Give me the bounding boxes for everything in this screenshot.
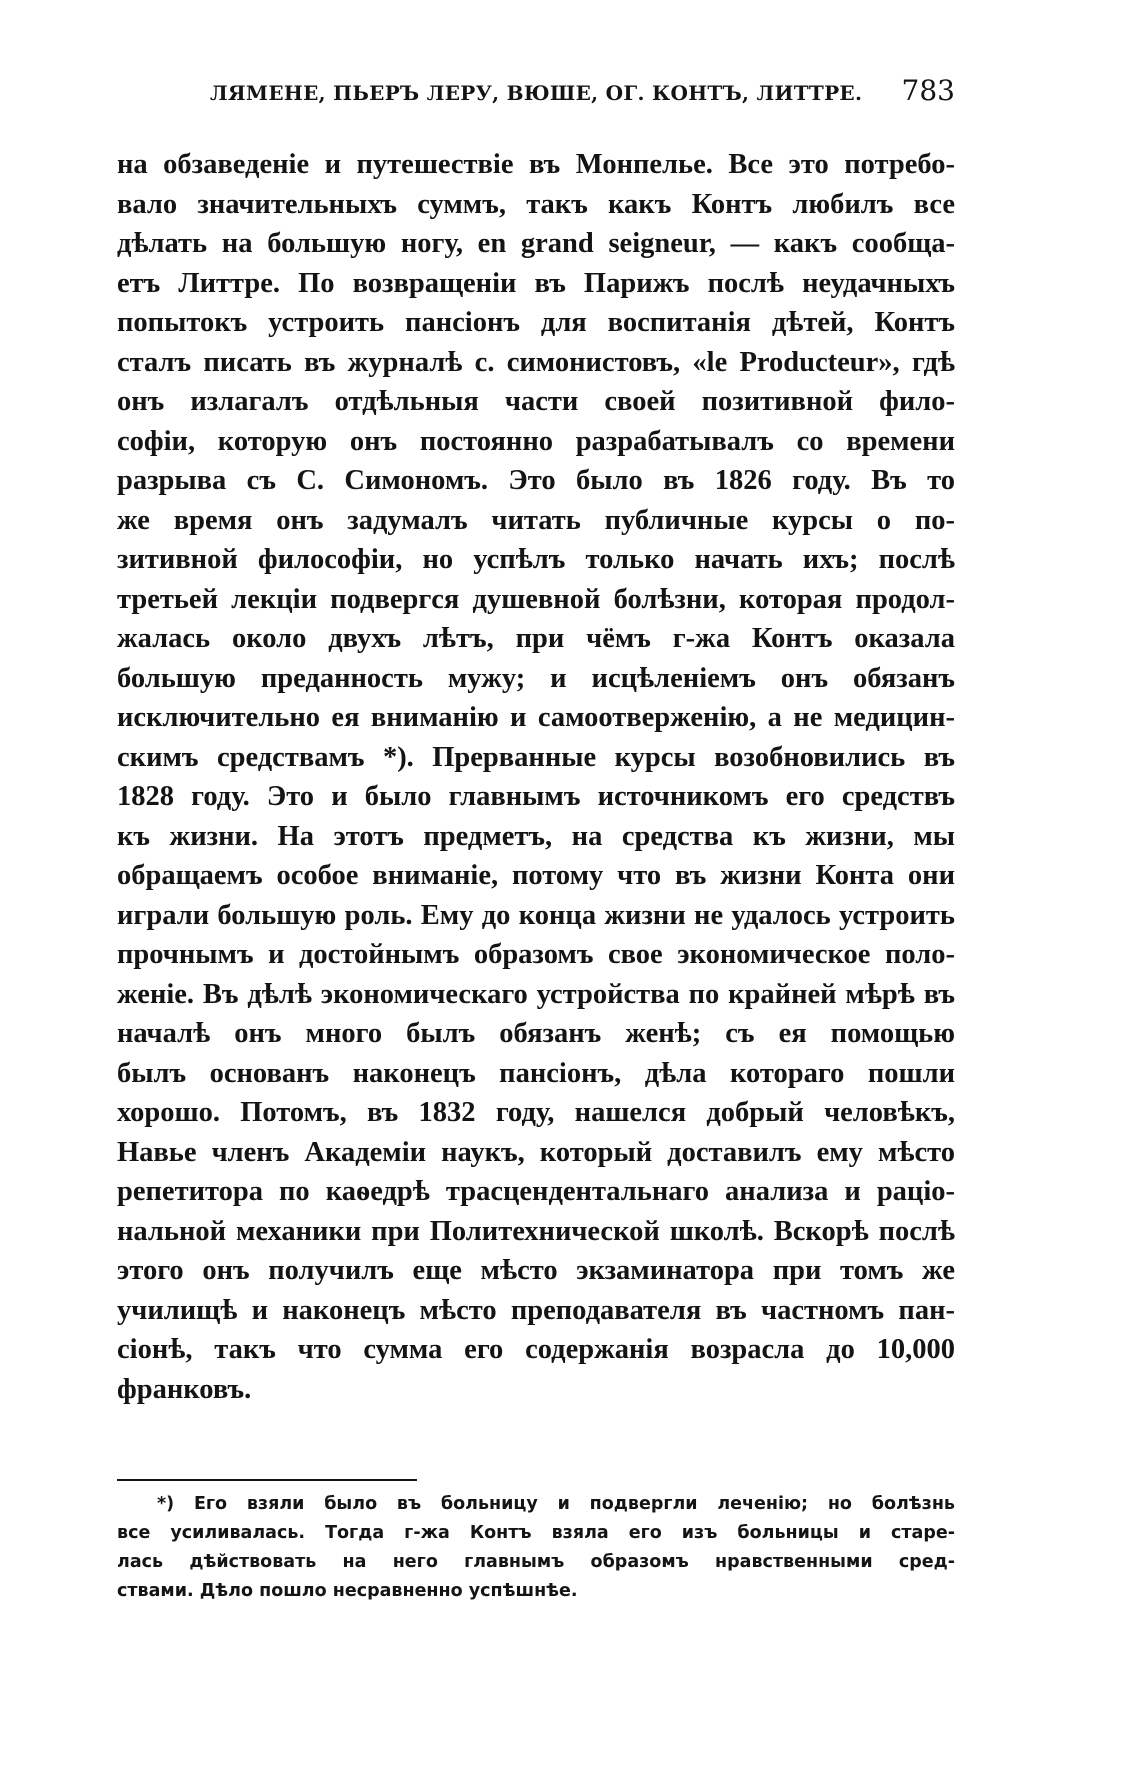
text-line: софіи, которую онъ постоянно разрабатывалъ со времени — [117, 425, 955, 457]
text-line: дѣлать на большую ногу, en grand seigneur, — какъ сообща- — [117, 228, 955, 259]
text-line: разрыва съ С. Симономъ. Это было въ 1826 году. Въ то — [117, 465, 955, 496]
text-line: началѣ онъ много былъ обязанъ женѣ; съ ея помощью — [117, 1018, 955, 1049]
text-line: же время онъ задумалъ читать публичные курсы о по- — [117, 504, 955, 536]
footnote-line: лась дѣйствовать на него главнымъ образомъ нравственными сред- — [117, 1552, 955, 1572]
text-line: играли большую роль. Ему до конца жизни не удалось устроить — [117, 899, 955, 931]
text-line: большую преданность мужу; и исцѣленіемъ онъ обязанъ — [117, 662, 955, 694]
text-line: попытокъ устроить пансіонъ для воспитанія дѣтей, Контъ — [117, 307, 955, 338]
text-line: жалась около двухъ лѣтъ, при чёмъ г-жа Контъ оказала — [117, 623, 955, 654]
text-line: 1828 году. Это и было главнымъ источникомъ его средствъ — [117, 781, 955, 812]
text-line: прочнымъ и достойнымъ образомъ свое экономическое поло- — [117, 939, 955, 970]
text-line: вало значительныхъ суммъ, такъ какъ Контъ любилъ все — [117, 188, 955, 220]
footnote-line: *) Его взяли было въ больницу и подвергли леченію; но болѣзнь — [157, 1494, 955, 1514]
text-line: онъ излагалъ отдѣльныя части своей позитивной фило- — [117, 386, 955, 417]
text-line: училищѣ и наконецъ мѣсто преподавателя въ частномъ пан- — [117, 1294, 955, 1326]
text-line: хорошо. Потомъ, въ 1832 году, нашелся добрый человѣкъ, — [117, 1097, 955, 1128]
text-line: сталъ писать въ журналѣ с. симонистовъ, «le Producteur», гдѣ — [117, 346, 955, 378]
text-line: скимъ средствамъ *). Прерванные курсы возобновились въ — [117, 741, 955, 773]
footnote-line: все усиливалась. Тогда г-жа Контъ взяла его изъ больницы и старе- — [117, 1523, 955, 1543]
text-line: къ жизни. На этотъ предметъ, на средства къ жизни, мы — [117, 820, 955, 852]
text-line: сіонѣ, такъ что сумма его содержанія возрасла до 10,000 — [117, 1334, 955, 1365]
text-line: Навье членъ Академіи наукъ, который доставилъ ему мѣсто — [117, 1136, 955, 1168]
text-line: репетитора по каѳедрѣ трасцендентальнаго анализа и раціо- — [117, 1176, 955, 1207]
text-line: на обзаведеніе и путешествіе въ Монпелье. Все это потребо- — [117, 149, 955, 180]
page-header — [210, 74, 955, 107]
text-line: женіе. Въ дѣлѣ экономическаго устройства по крайней мѣрѣ въ — [117, 978, 955, 1010]
footnote-line: ствами. Дѣло пошло несравненно успѣшнѣе. — [117, 1581, 578, 1601]
footnote-divider — [117, 1479, 417, 1481]
text-line: зитивной философіи, но успѣлъ только начать ихъ; послѣ — [117, 544, 955, 575]
text-line: нальной механики при Политехнической школѣ. Вскорѣ послѣ — [117, 1215, 955, 1247]
text-line: исключительно ея вниманію и самоотверженію, а не медицин- — [117, 702, 955, 733]
running-head: ЛЯМЕНЕ, ПЬЕРЪ ЛЕРУ, ВЮШЕ, ОГ. КОНТЪ, ЛИТТРЕ. — [210, 81, 863, 105]
page-number: 783 — [901, 74, 955, 107]
text-line: франковъ. — [117, 1373, 252, 1405]
footnote — [117, 1490, 955, 1606]
body-text — [117, 145, 955, 1409]
text-line: третьей лекціи подвергся душевной болѣзни, которая продол- — [117, 583, 955, 615]
text-line: етъ Литтре. По возвращеніи въ Парижъ послѣ неудачныхъ — [117, 267, 955, 299]
text-line: обращаемъ особое вниманіе, потому что въ жизни Конта они — [117, 860, 955, 891]
text-line: былъ основанъ наконецъ пансіонъ, дѣла котораго пошли — [117, 1057, 955, 1089]
text-line: этого онъ получилъ еще мѣсто экзаминатора при томъ же — [117, 1255, 955, 1286]
